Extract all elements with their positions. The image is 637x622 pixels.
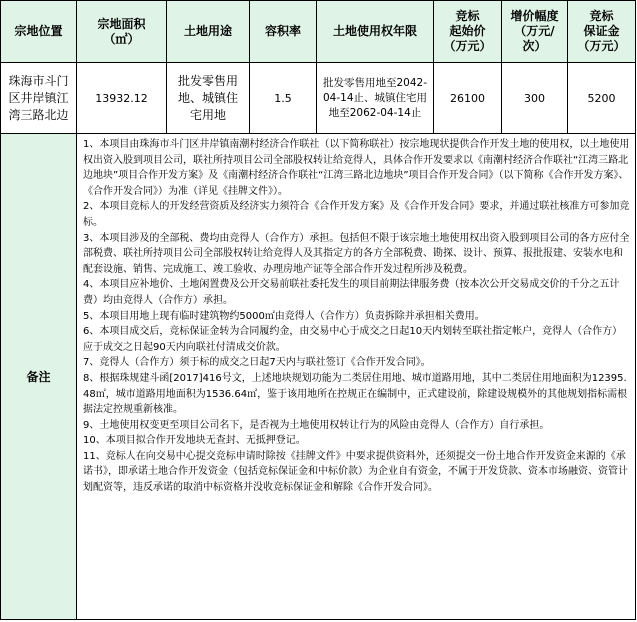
header-term: 土地使用权年限 [317, 1, 434, 63]
parcel-use: 批发零售用地、城镇住宅用地 [167, 63, 250, 134]
note-item: 8、根据珠规建斗函[2017]416号文，上述地块规划功能为二类居住用地、城市道路用地，其中二类居住用地面积为12395.48㎡，城市道路用地面积为1536.64㎡，鉴于该用地所在控规正在编制中，正式建设前，除建设规模外的其他规划指标需根据法定控规重新核准。 [83, 372, 628, 416]
note-item: 2、本项目竞标人的开发经营资质及经济实力须符合《合作开发方案》及《合作开发合同》要求，并通过联社核准方可参加竞标。 [83, 201, 630, 228]
note-item: 7、竞得人（合作方）须于标的成交之日起7天内与联社签订《合作开发合同》。 [83, 357, 431, 369]
parcel-deposit: 5200 [568, 63, 636, 134]
header-deposit: 竞标 保证金 （万元） [568, 1, 636, 63]
note-item: 6、本项目成交后，竞标保证金转为合同履约金，由交易中心于成交之日起10天内划转至联社指定帐户，竞得人（合作方）应于成交之日起90天内向联社付清成交价款。 [83, 326, 623, 353]
note-item: 4、本项目应补地价、土地闲置费及公开交易前联社委托发生的项目前期法律服务费（按本次公开交易成交价的千分之五计费）均由竞得人（合作方）承担。 [83, 279, 620, 306]
parcel-far: 1.5 [250, 63, 317, 134]
notes-label: 备注 [1, 134, 77, 620]
header-use: 土地用途 [167, 1, 250, 63]
parcel-increment: 300 [502, 63, 568, 134]
notes-list [83, 137, 631, 496]
header-location: 宗地位置 [1, 1, 77, 63]
header-start-price: 竞标 起始价 （万元） [434, 1, 502, 63]
note-item: 1、本项目由珠海市斗门区井岸镇南潮村经济合作联社（以下简称联社）按宗地现状提供合作开发土地的使用权，以土地使用权出资入股到项目公司，联社所持项目公司全部股权转让给竞得人，具体合作开发要求以《南潮村经济合作联社“江湾三路北边地块”项目合作开发方案》及《南潮村经济合作联社“江湾三路北边地块”项目合作开发合同》（以下简称《合作开发方案》、《合作开发合同》）为准（详见《挂牌文件》）。 [83, 139, 630, 197]
note-item: 3、本项目涉及的全部税、费均由竞得人（合作方）承担。包括但不限于该宗地土地使用权出资入股到项目公司的各方应付全部税费、联社所持项目公司全部股权转让给竞得人及其指定方的各方全部税费、勘探、设计、预算、报批报建、安装水电和配套设施、销售、完成施工、竣工验收、办理房地产证等全部合作开发过程所涉及税费。 [83, 232, 630, 275]
header-increment: 增价幅度 （万元/ 次） [502, 1, 568, 63]
parcel-location: 珠海市斗门区井岸镇江湾三路北边 [1, 63, 77, 134]
parcel-area: 13932.12 [77, 63, 167, 134]
notes-row [1, 134, 636, 620]
header-area: 宗地面积 （㎡） [77, 1, 167, 63]
parcel-start-price: 26100 [434, 63, 502, 134]
header-row [1, 1, 636, 63]
note-item: 9、土地使用权变更至项目公司名下，是否视为土地使用权转让行为的风险由竞得人（合作方）自行承担。 [83, 419, 550, 431]
parcel-row [1, 63, 636, 134]
notes-cell [77, 134, 636, 620]
note-item: 11、竞标人在向交易中心提交竞标申请时除按《挂牌文件》中要求提供资料外，还须提交一份土地合作开发资金来源的《承诺书》，即承诺土地合作开发资金（包括竞标保证金和中标价款）为企业自有资金，不属于开发贷款、资本市场融资、资管计划配资等，违反承诺的取消中标资格并没收竞标保证金和解除《合作开发合同》。 [83, 450, 628, 494]
note-item: 10、本项目拟合作开发地块无查封、无抵押登记。 [83, 435, 306, 447]
header-far: 容积率 [250, 1, 317, 63]
parcel-term: 批发零售用地至2042-04-14止、城镇住宅用地至2062-04-14止 [317, 63, 434, 134]
note-item: 5、本项目用地上现有临时建筑物约5000㎡由竞得人（合作方）负责拆除并承担相关费用。 [83, 310, 485, 322]
